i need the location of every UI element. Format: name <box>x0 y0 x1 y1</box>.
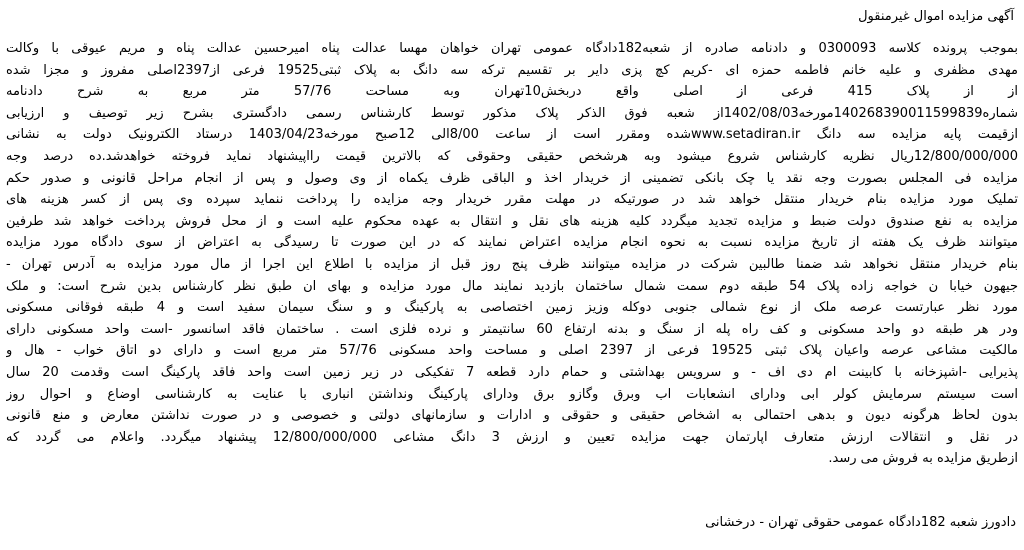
document-title: آگهی مزایده اموال غیرمنقول <box>858 9 1014 24</box>
body-line-last: ازطریق مزایده به فروش می رسد. <box>828 451 1018 467</box>
body-line: مزایده فی المجلس بصورت وجه نقد یا چک بانکی تضمینی از خریدار اخذ و الباقی ظرف یکماه از وی وصول و پس از انجام مراحل قانونی و صدور حکم <box>6 170 1018 186</box>
body-line: مالکیت مشاعی عرصه واعیان پلاک ثبتی 19525 فرعی از 2397 اصلی و مساحت واحد مسکونی 57/76 متر مربع است و دارای دو اتاق خواب - هال و <box>6 343 1018 359</box>
body-line: بدون لحاظ هرگونه دیون و بدهی احتمالی به اشخاص حقیقی و حقوقی و ادارات و سازمانهای دولتی و خصوصی و در صورت نداشتن معارض و منع قانونی <box>6 408 1018 424</box>
body-line: پذیرایی -اشپزخانه با کابینت ام دی اف - و سرویس بهداشتی و حمام دارد قطعه 7 تفکیکی در زیر زمین است واحد فاقد پارکینگ است وقدمت 20 سال <box>6 364 1018 380</box>
body-line: 12/800/000/000ریال نظریه کارشناس شروع میشود وبه هرشخص حقیقی وحقوقی که بالاترین قیمت رااپیشنهاد نماید فروخته خواهدشد.ده درصد وجه <box>6 148 1018 164</box>
body-line: جیهون خیابا ن خواجه زاده پلاک 54 طبقه دوم سمت شمال ساختمان بازدید نمایند مال مورد مزایده و بهای ان طبق نظر کارشناس بدین شرح است: و ملک <box>6 278 1018 294</box>
body-line: است سیستم سرمایش کولر ابی ودارای انشعابات اب وبرق وگازو برق ودارای پارکینگ ونداشتن انباری با عنایت به کارشناسی اوضاع و احوال روز <box>6 386 1018 402</box>
body-line: از از پلاک 415 فرعی از اصلی واقع دربخش10تهران وبه مساحت 57/76 متر مربع به شرح دادنامه <box>6 84 1018 100</box>
body-line: بموجب پرونده کلاسه 0300093 و دادنامه صادره از شعبه182دادگاه عمومی تهران خواهان مهسا عدالت پناه امیرحسین عدالت پناه و مریم عیوقی با وکالت <box>6 41 1018 56</box>
body-line: مزایده به نفع صندوق دولت ضبط و مزایده تجدید میگردد کلیه هزینه های نقل و انتقال به عهده محکوم علیه است و از محل فروش پرداخت خواهد شد طرفین <box>6 213 1018 229</box>
body-line: مهدی مظفری و علیه خانم فاطمه حمزه ای -کریم کچ پزی دایر بر تقسیم ترکه سه دانگ به پلاک ثبتی19525 فرعی از2397اصلی مفروز و مجزا شده <box>6 62 1018 78</box>
body-line: شماره140268390011599839مورخه1402/08/03از شعبه فوق الذکر پلاک مذکور توسط کارشناس رسمی دادگستری بشرح زیر توصیف و ارزیابی <box>6 105 1018 121</box>
document-signature: دادورز شعبه 182دادگاه عمومی حقوقی تهران - درخشانی <box>705 515 1016 530</box>
body-line: تملیک مورد مزایده بنام خریدار منتقل خواهد شد در صورتیکه در مهلت مقرر خریدار وجه مزایده را پرداخت ننماید سپرده وی پس از کسر هزینه های <box>6 192 1018 208</box>
body-line: میتوانند ظرف یک هفته از تاریخ مزایده نسبت به نحوه انجام مزایده اعتراض نمایند که در این صورت تا رسیدگی به اعتراض از سوی دادگاه مورد مزایده <box>6 235 1018 251</box>
body-line: ودر هر طبقه دو واحد مسکونی و کف راه پله از سنگ و بدنه ارتفاع 60 سانتیمتر و نرده فلزی است . ساختمان فاقد اسانسور -است واحد مسکونی دارای <box>6 321 1018 337</box>
body-line: ازقیمت پایه مزایده سه دانگ www.setadiran.irشده ومقرر است از ساعت 8/00الی 12صبح مورخه1403/04/23 درستاد الکترونیک دولت به نشانی <box>6 127 1018 143</box>
document-body <box>6 38 1018 470</box>
body-line: مورد نظر عبارتست عرصه ملک از نوع شمالی جنوبی دوکله وزیز زمین اختصاصی به پارکینگ و و سنگ سیمان سفید است و 4 طبقه فوقانی مسکونی <box>6 300 1018 316</box>
body-line: در نقل و انتقالات ارزش متعارف اپارتمان جهت مزایده تعیین و ارزش 3 دانگ مشاعی 12/800/000/000 پیشنهاد میگردد. واعلام می گردد که <box>6 429 1018 445</box>
body-line: بنام خریدار منتقل نخواهد شد ضمنا طالبین شرکت در مزایده میتوانند ظرف پنج روز قبل از مزایده با اطلاع این اجرا از مال مورد مزایده به آدرس تهران - <box>6 256 1018 272</box>
